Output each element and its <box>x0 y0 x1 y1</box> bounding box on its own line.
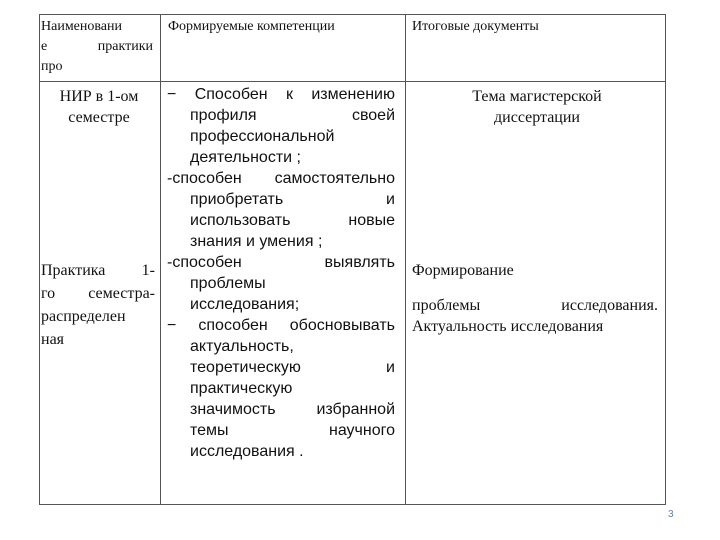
header-documents <box>412 17 539 37</box>
header-divider <box>40 81 665 82</box>
competency-line: профессиональной <box>190 128 335 145</box>
row1-practice-name <box>40 86 158 128</box>
document-line: Формирование <box>412 262 514 279</box>
page-number: 3 <box>668 509 674 520</box>
column-divider <box>160 15 161 504</box>
document-line: Актуальность исследования <box>412 318 604 335</box>
header-line: Наименовани <box>41 19 123 34</box>
document-line: проблемы исследования. <box>412 297 658 314</box>
competency-line: профиля своей <box>190 107 395 124</box>
row2-documents <box>412 260 658 337</box>
header-competencies <box>168 17 335 37</box>
competency-line: исследования . <box>190 443 304 460</box>
competency-line: исследования; <box>190 296 300 313</box>
row1-documents <box>406 86 668 128</box>
competency-line: значимость избранной <box>190 401 395 418</box>
row1-competencies <box>167 84 395 252</box>
name-line: НИР в 1-ом <box>59 88 139 105</box>
header-line: е практики <box>41 39 153 54</box>
name-line: семестре <box>68 109 130 126</box>
competency-line: теоретическую и <box>190 359 395 376</box>
name-line: распределен <box>41 308 126 325</box>
header-text: Итоговые документы <box>412 19 539 34</box>
competency-line: знания и умения ; <box>190 233 323 250</box>
header-text: Формируемые компетенции <box>168 19 335 34</box>
name-line: ная <box>41 331 65 348</box>
row2-practice-name <box>41 259 155 351</box>
name-line: Практика 1- <box>41 262 155 279</box>
competency-line: -способен выявлять <box>167 254 395 271</box>
document-line: Тема магистерской <box>472 88 602 105</box>
competency-line: -способен самостоятельно <box>167 170 395 187</box>
competency-line: проблемы <box>190 275 266 292</box>
header-practice-name <box>41 17 153 77</box>
competency-line: − способен обосновывать <box>167 317 395 334</box>
competency-line: − Способен к изменению <box>167 86 395 103</box>
competency-line: темы научного <box>190 422 395 439</box>
competency-line: практическую <box>190 380 293 397</box>
competency-line: деятельности ; <box>190 149 301 166</box>
name-line: го семестра- <box>41 285 155 302</box>
row2-competencies <box>167 252 395 462</box>
competency-line: актуальность, <box>190 338 294 355</box>
competency-line: приобретать и <box>190 191 395 208</box>
header-line: про <box>41 59 63 74</box>
document-line: диссертации <box>494 109 580 126</box>
competency-line: использовать новые <box>190 212 395 229</box>
practice-table <box>39 14 666 505</box>
